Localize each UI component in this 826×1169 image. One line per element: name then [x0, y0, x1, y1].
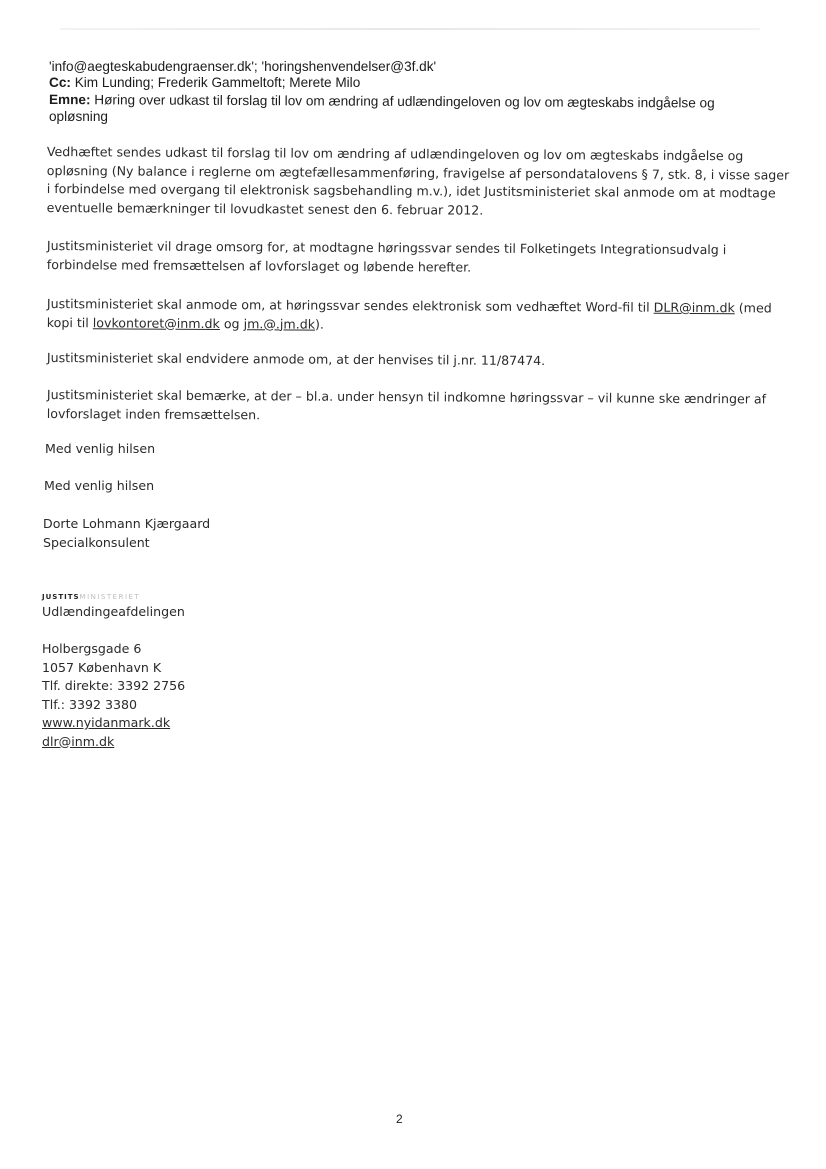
- paragraph-5-line-1: Justitsministeriet skal bemærke, at der – bl.a. under hensyn til indkomne høringssvar – vil kunne ske ændringer af: [46, 386, 767, 407]
- phone-direct: Tlf. direkte: 3392 2756: [42, 678, 186, 693]
- website-link[interactable]: www.nyidanmark.dk: [42, 715, 171, 730]
- paragraph-4: [47, 349, 777, 372]
- signature-title: Specialkonsulent: [43, 534, 150, 550]
- paragraph-5-line-2: lovforslaget inden fremsættelsen.: [46, 405, 261, 422]
- greeting-1-text: Med venlig hilsen: [45, 441, 156, 456]
- greeting-2-text: Med venlig hilsen: [44, 478, 155, 493]
- cc-line: [49, 74, 360, 91]
- lovkontoret-email-link[interactable]: lovkontoret@inm.dk: [92, 314, 220, 331]
- ministry-logo: [42, 593, 140, 601]
- greeting-1: [45, 440, 155, 459]
- paragraph-3-text: Justitsministeriet skal anmode om, at høringssvar sendes elektronisk som vedhæftet Word-fil til: [46, 295, 654, 315]
- subject-line: [49, 91, 715, 111]
- paragraph-5: [47, 386, 777, 427]
- paragraph-4-line-1: Justitsministeriet skal endvidere anmode om, at der henvises til j.nr. 11/87474.: [46, 349, 546, 369]
- paragraph-1: [46, 143, 790, 221]
- to-line: 'info@aegteskabudengraenser.dk'; 'horingshenvendelser@3f.dk': [49, 59, 437, 74]
- signature-block: [43, 515, 210, 552]
- logo-text-faint: MINISTERIET: [79, 593, 141, 601]
- department-block: [42, 603, 185, 622]
- signature-name: Dorte Lohmann Kjærgaard: [43, 516, 211, 531]
- email-link[interactable]: dlr@inm.dk: [42, 733, 115, 749]
- address-city: 1057 København K: [42, 659, 162, 675]
- cc-value: Kim Lunding; Frederik Gammeltoft; Merete Milo: [74, 75, 361, 90]
- department-name: Udlændingeafdelingen: [42, 604, 185, 619]
- paragraph-3-og-text: og: [219, 315, 244, 331]
- paragraph-1-line-4: eventuelle bemærkninger til lovudkastet senest den 6. februar 2012.: [46, 199, 484, 218]
- paragraph-2-line-1: Justitsministeriet vil drage omsorg for, at modtagne høringssvar sendes til Folketingets Integrationsudvalg i: [46, 237, 727, 258]
- paragraph-3-kopi-text: kopi til: [46, 314, 93, 330]
- paragraph-1-line-1: Vedhæftet sendes udkast til forslag til lov om ændring af udlændingeloven og lov om ægteskabs indgåelse og: [46, 143, 744, 164]
- dlr-email-link[interactable]: DLR@inm.dk: [653, 299, 735, 316]
- greeting-2: [44, 477, 154, 496]
- address-street: Holbergsgade 6: [42, 641, 142, 656]
- paragraph-2: [47, 237, 777, 278]
- paragraph-3: [47, 295, 777, 336]
- subject-label: Emne:: [48, 92, 91, 108]
- top-edge-line: [60, 28, 760, 30]
- logo-text: JUSTITS: [42, 593, 80, 601]
- subject-continuation: opløsning: [49, 109, 108, 124]
- phone-main: Tlf.: 3392 3380: [42, 696, 138, 712]
- paragraph-1-line-3: i forbindelse med overgang til elektronisk sagsbehandling m.v.), idet Justitsministeriet skal anmode om at modtage: [46, 180, 776, 201]
- address-block: [42, 640, 185, 751]
- cc-label: Cc:: [49, 75, 71, 90]
- paragraph-3-text-end: (med: [734, 300, 772, 316]
- paragraph-1-line-2: opløsning (Ny balance i reglerne om ægtefællesammenføring, fravigelse af persondatalovens § 7, stk. 8, i visse sager: [46, 162, 790, 183]
- subject-value: Høring over udkast til forslag til lov om ændring af udlændingeloven og lov om ægteskabs indgåelse og: [94, 92, 715, 111]
- paragraph-3-close: ).: [314, 316, 325, 332]
- paragraph-2-line-2: forbindelse med fremsættelsen af lovforslaget og løbende herefter.: [46, 256, 472, 275]
- jm-email-link[interactable]: jm.@.jm.dk: [243, 315, 316, 332]
- page-number: 2: [396, 1112, 403, 1126]
